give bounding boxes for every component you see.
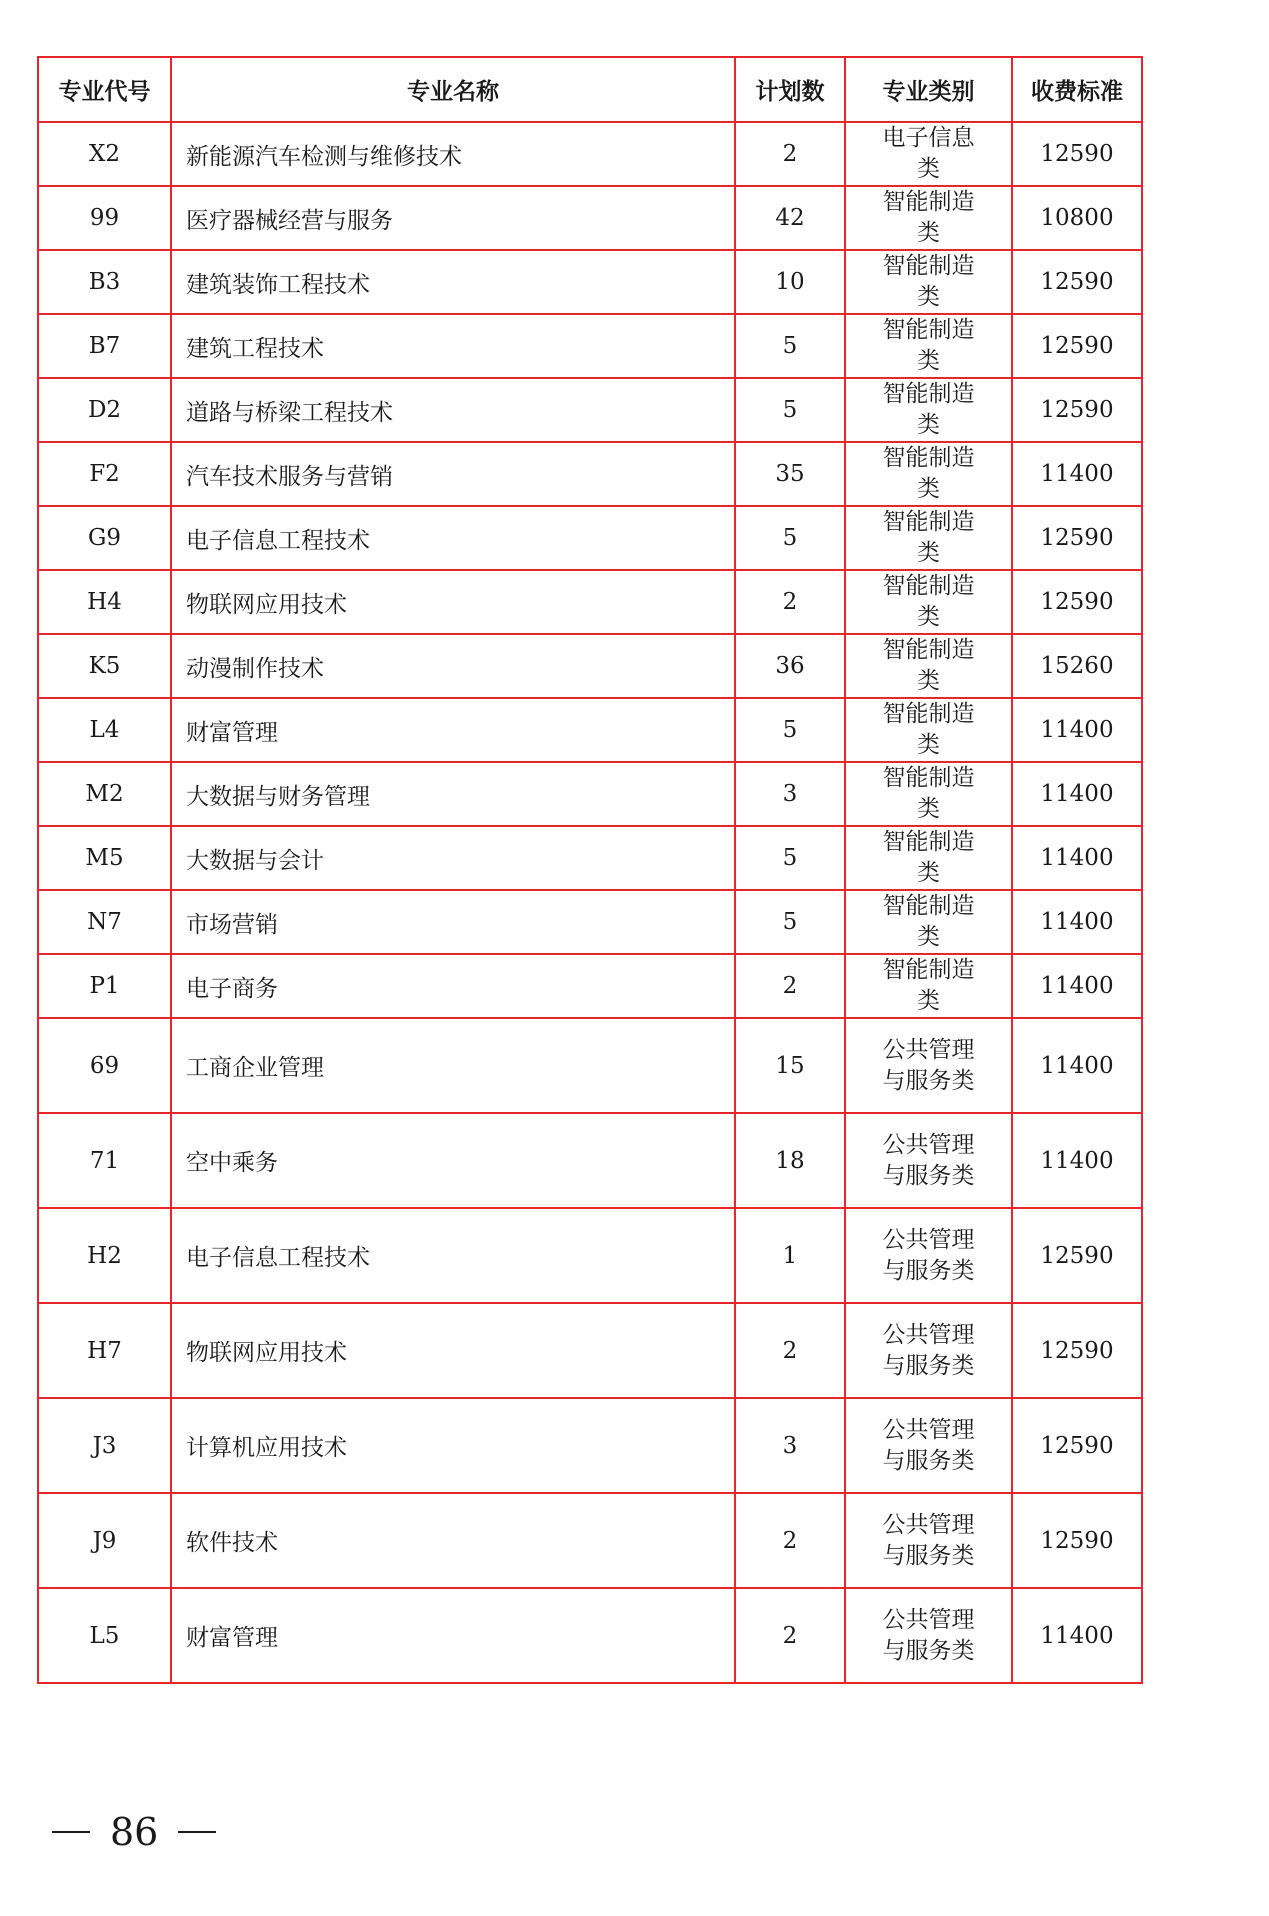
cell-name: 财富管理 [171,698,735,762]
cell-code: H4 [38,570,171,634]
cell-code: B3 [38,250,171,314]
table-row [38,826,1142,890]
category-text: 智能制造类 [882,189,975,246]
cell-name: 计算机应用技术 [171,1398,735,1493]
table-row [38,1018,1142,1113]
cell-name: 大数据与会计 [171,826,735,890]
cell-category [845,826,1012,890]
cell-name: 工商企业管理 [171,1018,735,1113]
cell-fee: 11400 [1012,762,1142,826]
cell-code: 71 [38,1113,171,1208]
footer-dash-left [52,1831,90,1833]
table-row [38,1208,1142,1303]
cell-fee: 11400 [1012,826,1142,890]
cell-code: 69 [38,1018,171,1113]
cell-category [845,378,1012,442]
table-row [38,1303,1142,1398]
cell-name: 市场营销 [171,890,735,954]
cell-category [845,634,1012,698]
category-text: 公共管理与服务类 [882,1416,975,1474]
table-row [38,250,1142,314]
category-text: 公共管理与服务类 [882,1131,975,1189]
cell-category [845,314,1012,378]
cell-code: X2 [38,122,171,186]
cell-name: 汽车技术服务与营销 [171,442,735,506]
table-body [38,122,1142,1683]
cell-category [845,698,1012,762]
cell-fee: 11400 [1012,1018,1142,1113]
cell-category [845,570,1012,634]
table-row [38,1398,1142,1493]
category-text: 智能制造类 [882,573,975,630]
cell-code: B7 [38,314,171,378]
cell-fee: 12590 [1012,1398,1142,1493]
table-row [38,506,1142,570]
cell-category [845,1018,1012,1113]
cell-name: 道路与桥梁工程技术 [171,378,735,442]
cell-plan: 5 [735,506,845,570]
cell-plan: 5 [735,826,845,890]
table-header-row [38,57,1142,122]
cell-plan: 2 [735,570,845,634]
cell-fee: 10800 [1012,186,1142,250]
category-text: 智能制造类 [882,445,975,502]
header-fee: 收费标准 [1012,57,1142,122]
category-text: 智能制造类 [882,317,975,374]
cell-fee: 11400 [1012,890,1142,954]
cell-category [845,1493,1012,1588]
cell-plan: 3 [735,1398,845,1493]
category-text: 智能制造类 [882,893,975,950]
cell-fee: 11400 [1012,954,1142,1018]
table-row [38,634,1142,698]
cell-name: 医疗器械经营与服务 [171,186,735,250]
cell-code: M2 [38,762,171,826]
footer-dash-right [178,1831,216,1833]
cell-fee: 12590 [1012,1303,1142,1398]
cell-plan: 2 [735,954,845,1018]
table-row [38,1493,1142,1588]
table-row [38,570,1142,634]
cell-fee: 11400 [1012,442,1142,506]
cell-name: 空中乘务 [171,1113,735,1208]
cell-plan: 1 [735,1208,845,1303]
cell-fee: 12590 [1012,506,1142,570]
cell-category [845,1398,1012,1493]
cell-code: 99 [38,186,171,250]
cell-fee: 11400 [1012,1113,1142,1208]
header-plan: 计划数 [735,57,845,122]
enrollment-plan-table [37,56,1143,1684]
cell-plan: 36 [735,634,845,698]
category-text: 智能制造类 [882,381,975,438]
cell-fee: 12590 [1012,1493,1142,1588]
category-text: 电子信息类 [882,125,975,182]
cell-category [845,890,1012,954]
header-name: 专业名称 [171,57,735,122]
category-text: 智能制造类 [882,701,975,758]
cell-category [845,442,1012,506]
cell-category [845,954,1012,1018]
cell-fee: 11400 [1012,1588,1142,1683]
category-text: 公共管理与服务类 [882,1606,975,1664]
category-text: 智能制造类 [882,509,975,566]
cell-plan: 3 [735,762,845,826]
table-row [38,378,1142,442]
cell-fee: 11400 [1012,698,1142,762]
table-row [38,762,1142,826]
cell-plan: 5 [735,890,845,954]
cell-category [845,762,1012,826]
cell-code: J3 [38,1398,171,1493]
cell-plan: 2 [735,122,845,186]
category-text: 智能制造类 [882,253,975,310]
cell-category [845,1113,1012,1208]
cell-category [845,250,1012,314]
cell-code: G9 [38,506,171,570]
table-row [38,186,1142,250]
category-text: 智能制造类 [882,829,975,886]
cell-name: 电子商务 [171,954,735,1018]
cell-category [845,122,1012,186]
category-text: 智能制造类 [882,957,975,1014]
cell-plan: 5 [735,698,845,762]
table-row [38,954,1142,1018]
cell-plan: 18 [735,1113,845,1208]
cell-name: 建筑装饰工程技术 [171,250,735,314]
cell-plan: 42 [735,186,845,250]
cell-plan: 2 [735,1493,845,1588]
category-text: 公共管理与服务类 [882,1321,975,1379]
table-row [38,122,1142,186]
cell-name: 大数据与财务管理 [171,762,735,826]
cell-fee: 12590 [1012,250,1142,314]
cell-category [845,1208,1012,1303]
cell-plan: 5 [735,314,845,378]
cell-name: 财富管理 [171,1588,735,1683]
category-text: 智能制造类 [882,637,975,694]
cell-code: N7 [38,890,171,954]
cell-plan: 2 [735,1303,845,1398]
cell-plan: 35 [735,442,845,506]
page-number: 86 [110,1810,159,1854]
cell-code: J9 [38,1493,171,1588]
cell-code: L5 [38,1588,171,1683]
table-row [38,890,1142,954]
cell-code: K5 [38,634,171,698]
cell-plan: 15 [735,1018,845,1113]
category-text: 公共管理与服务类 [882,1511,975,1569]
cell-code: H7 [38,1303,171,1398]
cell-fee: 12590 [1012,1208,1142,1303]
cell-fee: 15260 [1012,634,1142,698]
cell-code: P1 [38,954,171,1018]
page-footer [52,1810,216,1854]
header-code: 专业代号 [38,57,171,122]
cell-name: 软件技术 [171,1493,735,1588]
cell-code: M5 [38,826,171,890]
table-row [38,1113,1142,1208]
cell-code: H2 [38,1208,171,1303]
cell-plan: 10 [735,250,845,314]
cell-name: 新能源汽车检测与维修技术 [171,122,735,186]
table-row [38,314,1142,378]
cell-code: D2 [38,378,171,442]
cell-plan: 5 [735,378,845,442]
cell-name: 建筑工程技术 [171,314,735,378]
cell-name: 物联网应用技术 [171,570,735,634]
table-row [38,1588,1142,1683]
cell-fee: 12590 [1012,570,1142,634]
cell-category [845,1303,1012,1398]
cell-name: 电子信息工程技术 [171,1208,735,1303]
cell-name: 动漫制作技术 [171,634,735,698]
cell-plan: 2 [735,1588,845,1683]
cell-code: L4 [38,698,171,762]
category-text: 公共管理与服务类 [882,1226,975,1284]
cell-fee: 12590 [1012,378,1142,442]
cell-category [845,1588,1012,1683]
table-row [38,698,1142,762]
cell-name: 电子信息工程技术 [171,506,735,570]
category-text: 公共管理与服务类 [882,1036,975,1094]
cell-fee: 12590 [1012,122,1142,186]
cell-fee: 12590 [1012,314,1142,378]
header-category: 专业类别 [845,57,1012,122]
cell-category [845,506,1012,570]
category-text: 智能制造类 [882,765,975,822]
cell-name: 物联网应用技术 [171,1303,735,1398]
cell-category [845,186,1012,250]
table-row [38,442,1142,506]
cell-code: F2 [38,442,171,506]
